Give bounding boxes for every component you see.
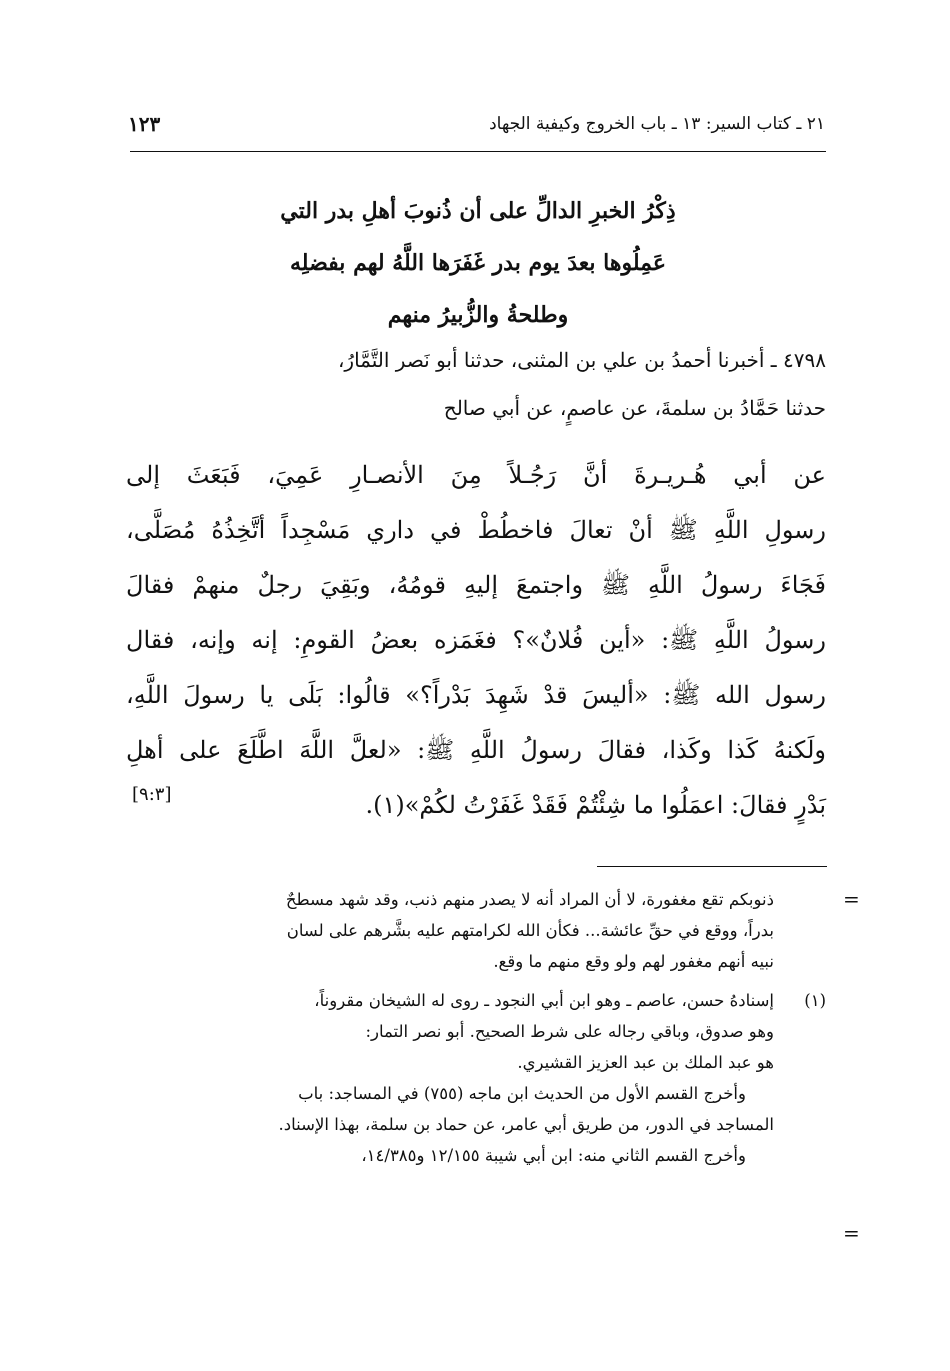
- hadith-isnad: [126, 336, 826, 432]
- footnote-line: ذنوبكم تقع مغفورة، لا أن المراد أنه لا يصدر منهم ذنب، وقد شهد مسطحٌ: [285, 890, 774, 909]
- matn-line: رسولُ اللَّهِ ﷺ: «أين فُلانٌ»؟ فغَمَزه بعضُ القومِ: إنه وإنه، فقال: [126, 626, 826, 654]
- matn-line: رسولِ اللَّهِ ﷺ أنْ تعالَ فاخطُطْ في داري مَسْجِداً أتَّخِذُهُ مُصَلَّى،: [126, 516, 826, 544]
- footnote-line: وهو صدوق، وباقي رجاله على شرط الصحيح. أبو نصر التمار:: [365, 1022, 774, 1041]
- footnote-line: المساجد في الدور، من طريق أبي عامر، عن حماد بن سلمة، بهذا الإسناد.: [278, 1115, 774, 1134]
- heading-line: وطلحةُ والزُّبيرُ منهم: [387, 302, 569, 328]
- footnotes: [126, 884, 826, 1171]
- header-divider: [130, 151, 826, 152]
- continuation-marker-bottom: =: [843, 1221, 860, 1245]
- matn-line: ولَكنهُ كَذا وكَذا، فقالَ رسولُ اللَّهِ ﷺ: «لعلَّ اللَّهَ اطَّلَعَ على أهلِ: [126, 736, 826, 764]
- hadith-matn: [126, 448, 826, 833]
- footnote-line: بدراً، ووقع في حقِّ عائشة... فكأن الله لكرامتهم عليه بشَّرهم على لسان: [286, 921, 774, 940]
- section-heading: [130, 185, 826, 341]
- footnote-number: (١): [804, 991, 826, 1010]
- footnote-line: هو عبد الملك بن عبد العزيز القشيري.: [517, 1053, 774, 1072]
- running-header-title: ٢١ ـ كتاب السير: ١٣ ـ باب الخروج وكيفية الجهاد: [489, 114, 825, 134]
- heading-line: عَمِلُوها بعدَ يوم بدر غَفَرَها اللَّهُ لهم بفضلِه: [290, 250, 666, 276]
- continuation-marker-top: =: [843, 887, 860, 911]
- heading-line: ذِكْرُ الخبرِ الدالِّ على أن ذُنوبَ أهلِ بدر التي: [280, 198, 676, 224]
- matn-line: بَدْرٍ فقالَ: اعمَلُوا ما شِئْتُمْ فَقَدْ غَفَرْتُ لكُمْ»(١).: [365, 791, 826, 819]
- matn-line: فَجَاءَ رسولُ اللَّهِ ﷺ واجتمعَ إليهِ قومُهُ، وبَقِيَ رجلٌ منهمْ فقالَ: [126, 571, 826, 599]
- footnote-gap: [126, 977, 826, 985]
- footnote-line: إسنادهُ حسن، عاصم ـ وهو ابن أبي النجود ـ روى له الشيخان مقروناً،: [314, 991, 774, 1010]
- footnote-continuation: [126, 884, 826, 977]
- isnad-line: ٤٧٩٨ ـ أخبرنا أحمدُ بن علي بن المثنى، حدثنا أبو نَصر التَّمَّارُ،: [337, 348, 826, 372]
- page-number: ١٢٣: [128, 112, 161, 136]
- footnote-line: وأخرج القسم الثاني منه: ابن أبي شيبة ١٢/١٥٥ و١٤/٣٨٥،: [361, 1146, 746, 1165]
- footnote-1: [126, 985, 826, 1078]
- footnote-paragraph: [126, 1140, 826, 1171]
- matn-line: عن أبي هُـريـرةَ أنَّ رَجُـلاً مِنَ الأنصـارِ عَمِيَ، فَبَعَثَ إلى: [126, 461, 826, 489]
- isnad-line: حدثنا حَمَّادُ بن سلمةَ، عن عاصمٍ، عن أبي صالح: [443, 396, 826, 420]
- matn-line: رسول الله ﷺ: «أليسَ قدْ شَهِدَ بَدْراً؟» قالُوا: بَلَى يا رسولَ اللَّهِ،: [126, 681, 826, 709]
- footnote-line: وأخرج القسم الأول من الحديث ابن ماجه (٧٥٥) في المساجد: باب: [298, 1084, 746, 1103]
- footnote-line: نبيه أنهم مغفور لهم ولو وقع منهم ما وقع.: [493, 952, 774, 971]
- footnote-paragraph: [126, 1078, 826, 1140]
- hadith-reference: [٩:٣]: [132, 784, 172, 805]
- footnote-divider: [597, 866, 827, 867]
